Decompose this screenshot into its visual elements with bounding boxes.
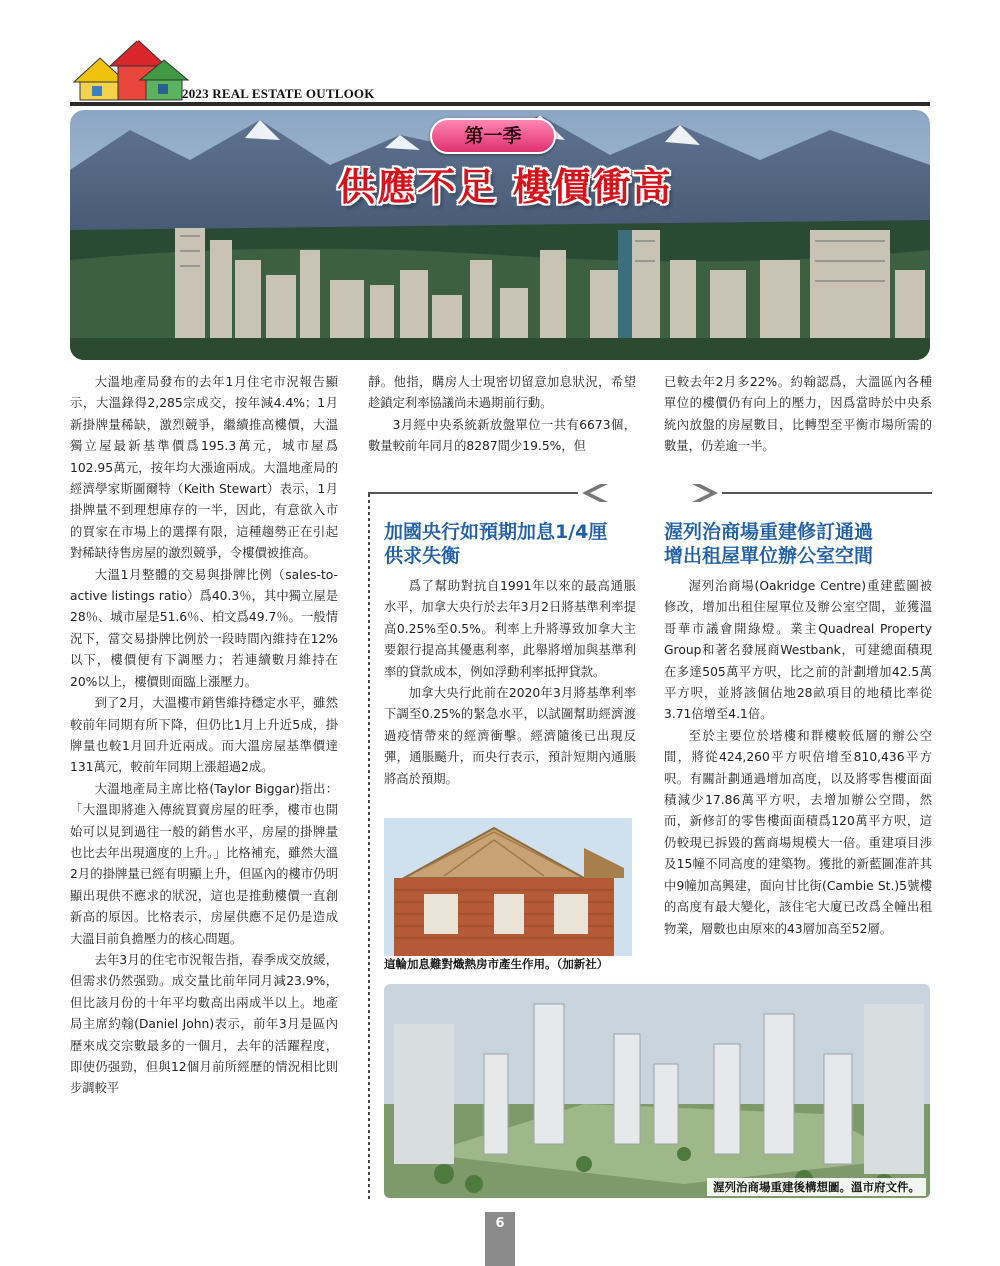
publication-logo — [70, 22, 190, 104]
right-section-body — [664, 576, 932, 966]
headline: 供應不足 樓價衝高 — [337, 164, 673, 209]
divider-chevrons — [578, 482, 722, 504]
paragraph: 去年3月的住宅市況報告指，春季成交放緩，但需求仍然强勁。成交量比前年同月減23.9%，但比該月份的十年平均數高出兩成半以上。地產局主席約翰(Daniel John)表示，前年3月是區內歷來成交宗數最多的一個月，去年的活躍程度，即使仍强勁，但與12個月前所經歷的情況相比則步調較平 — [70, 952, 338, 1096]
paragraph: 加拿大央行此前在2020年3月將基準利率下調至0.25%的緊急水平，以試圖幫助經濟渡過疫情帶來的經濟衝擊。經濟隨後已出現反彈，通脹飈升，而央行表示，預計短期內通脹將高於預期。 — [384, 686, 636, 786]
section-divider-left — [368, 492, 578, 494]
left-section-body — [384, 576, 636, 812]
left-subhead — [384, 520, 644, 568]
svg-text:展望: 展望 — [130, 22, 169, 51]
paragraph: 爲了幫助對抗自1991年以來的最高通脹水平，加拿大央行於去年3月2日將基準利率提高0.25%至0.5%。利率上升將導致加拿大主要銀行提高其優惠利率，此舉將增加與基準利率的貸款成本，例如浮動利率抵押貸款。 — [384, 579, 636, 679]
paragraph: 渥列治商場(Oakridge Centre)重建藍圖被修改，增加出租住屋單位及辦公室空間，並獲溫哥華市議會開綠燈。業主Quadreal Property Group和著名發展商Westbank，可建總面積現在多達505萬平方呎，比之前的計劃增加42.5萬平方呎，並將該個佔地28畝項目的地積比率從3.71倍增至4.1倍。 — [664, 579, 932, 722]
right-subhead-line1: 渥列治商場重建修訂通過 — [664, 521, 874, 543]
paragraph: 大溫1月整體的交易與掛牌比例（sales-to-active listings ratio）爲40.3％，其中獨立屋是28％、城市屋是51.6％、柏文爲49.7％。一般情況下，當交易掛牌比例於一段時間內維持在12%以下，樓價便有下調壓力；若連續數月維持在20%以上，樓價則面臨上漲壓力。 — [70, 567, 338, 689]
paragraph: 大溫地產局發布的去年1月住宅市況報告顯示，大溫錄得2,285宗成交，按年減4.4%；1月新掛牌量稀缺，激烈競爭，繼續推高樓價，大溫獨立屋最新基準價爲195.3萬元，城市屋爲102.95萬元，按年均大漲逾兩成。大溫地產局的經濟學家斯圖爾特（Keith Stewart）表示，1月掛牌量不到理想庫存的一半，因此，有意欲入市的買家在市場上的選擇有限，這種趨勢正在引起對稀缺待售房屋的激烈競爭，令樓價被推高。 — [70, 375, 338, 561]
column-rule — [368, 494, 370, 1200]
house-construction-photo — [384, 818, 632, 956]
paragraph: 至於主要位於塔樓和群樓較低層的辦公空間，將從424,260平方呎倍增至810,436平方呎。有關計劃通過增加高度，以及將零售樓面面積減少17.86萬平方呎，去增加辦公空間，然而，新修訂的零售樓面面積爲120萬平方呎，這仍較現已拆毀的舊商場規模大一倍。重建項目涉及15幢不同高度的建築物。獲批的新藍圖准許其中9幢加高興建，面向甘比街(Cambie St.)5號樓的高度有最大變化，該住宅大廈已改爲全幢出租物業，層數也由原來的43層加高至52層。 — [664, 728, 932, 936]
house-photo-caption: 這輪加息難對熾熱房市產生作用。（加新社） — [384, 957, 609, 971]
season-badge: 第一季 — [430, 118, 556, 154]
left-subhead-line2: 供求失衡 — [384, 545, 461, 567]
paragraph: 到了2月，大溫樓市銷售維持穩定水平，雖然較前年同期有所下降，但仍比1月上升近5成，掛牌量也較1月回升近兩成。而大溫房屋基準價達131萬元，較前年同期上漲超過2成。 — [70, 696, 338, 775]
right-subhead — [664, 520, 934, 568]
section-divider-right — [722, 492, 932, 494]
article-column-1 — [70, 372, 338, 1212]
article-column-2-top — [368, 372, 636, 458]
paragraph-continued: 靜。他指，購房人士現密切留意加息狀況，希望趁鎖定利率協議尚未過期前行動。 — [368, 375, 636, 411]
paragraph-continued: 已較去年2月多22%。約翰認爲，大溫區內各種單位的樓價仍有向上的壓力，因爲當時於中央系統內放盤的房屋數目，比轉型至平衡市場所需的數量，仍差逾一半。 — [664, 375, 932, 454]
page-number: 6 — [495, 1216, 505, 1231]
oakridge-caption: 渥列治商場重建後構想圖。溫市府文件。 — [707, 1178, 926, 1196]
left-subhead-line1: 加國央行如預期加息1/4厘 — [384, 521, 608, 543]
paragraph: 3月經中央系統新放盤單位一共有6673個，數量較前年同月的8287間少19.5%，但 — [368, 417, 636, 454]
svg-text:地產: 地產 — [73, 38, 113, 68]
paragraph: 大溫地產局主席比格(Taylor Biggar)指出：「大溫即將進入傳統買賣房屋的旺季，樓市也開始可以見到過往一般的銷售水平，房屋的掛牌量也比去年出現適度的上升。」比格補充，雖然大溫2月的掛牌量已經有明顯上升，但區內的樓市仍明顯出現供不應求的狀況，這也是推動樓價一直創新高的原因。比格表示，房屋供應不足仍是造成大溫目前負擔壓力的核心問題。 — [70, 781, 338, 946]
header-title: 2023 REAL ESTATE OUTLOOK — [182, 86, 375, 101]
article-column-3-top — [664, 372, 932, 458]
oakridge-rendering — [384, 984, 930, 1198]
header-rule — [70, 102, 930, 106]
right-subhead-line2: 增出租屋單位辦公室空間 — [664, 545, 874, 567]
